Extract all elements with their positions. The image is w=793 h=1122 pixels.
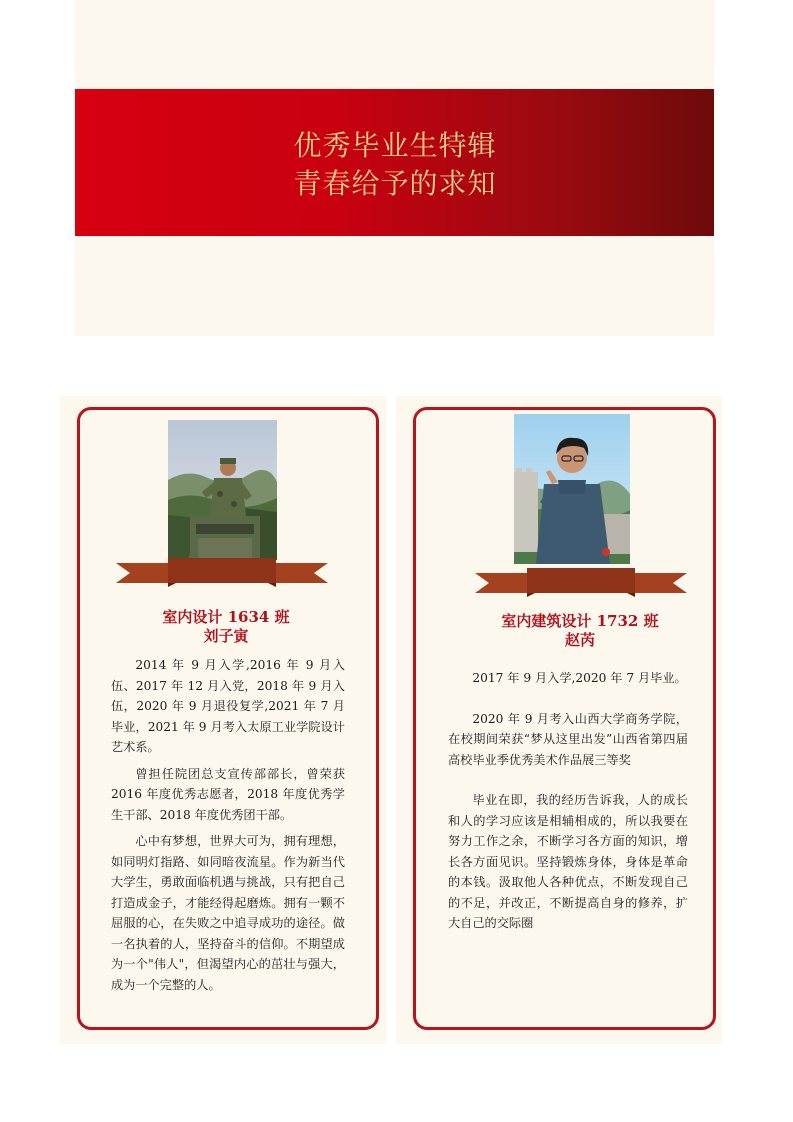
title-line-2: 青春给予的求知 [293,167,497,200]
bio-paragraph: 毕业在即，我的经历告诉我，人的成长和人的学习应该是相辅相成的，所以我要在努力工作之余，不断学习各方面的知识，增长各方面见识。坚持锻炼身体，身体是革命的本钱。汲取他人各种优点，不断发现自己的不足，并改正，不断提高自身的修养，扩大自己的交际圈 [448,793,688,930]
profile-photo-student [514,414,630,564]
bio-paragraph: 2014 年 9 月入学,2016 年 9 月入伍、2017 年 12 月入党，2018 年 9 月入伍，2020 年 9 月退役复学,2021 年 7 月毕业，2021 年 9 月考入太原工业学院设计艺术系。 [111,658,345,754]
page-title [215,127,575,203]
profile-bio-right [448,668,688,934]
person-name: 赵芮 [564,631,595,649]
title-line-1: 优秀毕业生特辑 [293,129,497,162]
profile-bio-left [111,655,345,995]
person-name: 刘子寅 [203,627,249,645]
profile-heading-left [110,608,342,646]
ribbon-decoration-left [116,556,328,588]
profile-heading-right [460,612,700,650]
bio-paragraph: 2017 年 9 月入学,2020 年 7 月毕业。 [472,671,687,685]
ribbon-decoration-right [475,566,687,598]
bio-paragraph: 曾担任院团总支宣传部部长，曾荣获 2016 年度优秀志愿者，2018 年度优秀学生干部、2018 年度优秀团干部。 [111,766,345,822]
bio-paragraph: 2020 年 9 月考入山西大学商务学院，在校期间荣获“梦从这里出发”山西省第四届高校毕业季优秀美术作品展三等奖 [448,711,688,767]
profile-photo-soldier [168,420,277,560]
bio-paragraph: 心中有梦想，世界大可为，拥有理想，如同明灯指路、如同暗夜流星。作为新当代大学生，勇敢面临机遇与挑战，只有把自己打造成金子，才能经得起磨炼。拥有一颗不屈服的心，在失败之中追寻成功的途径。做一名执着的人，坚持奋斗的信仰。不期望成为一个"伟人"，但渴望内心的茁壮与强大，成为一个完整的人。 [111,834,345,992]
class-name: 室内建筑设计 1732 班 [501,612,659,630]
class-name: 室内设计 1634 班 [162,608,290,626]
